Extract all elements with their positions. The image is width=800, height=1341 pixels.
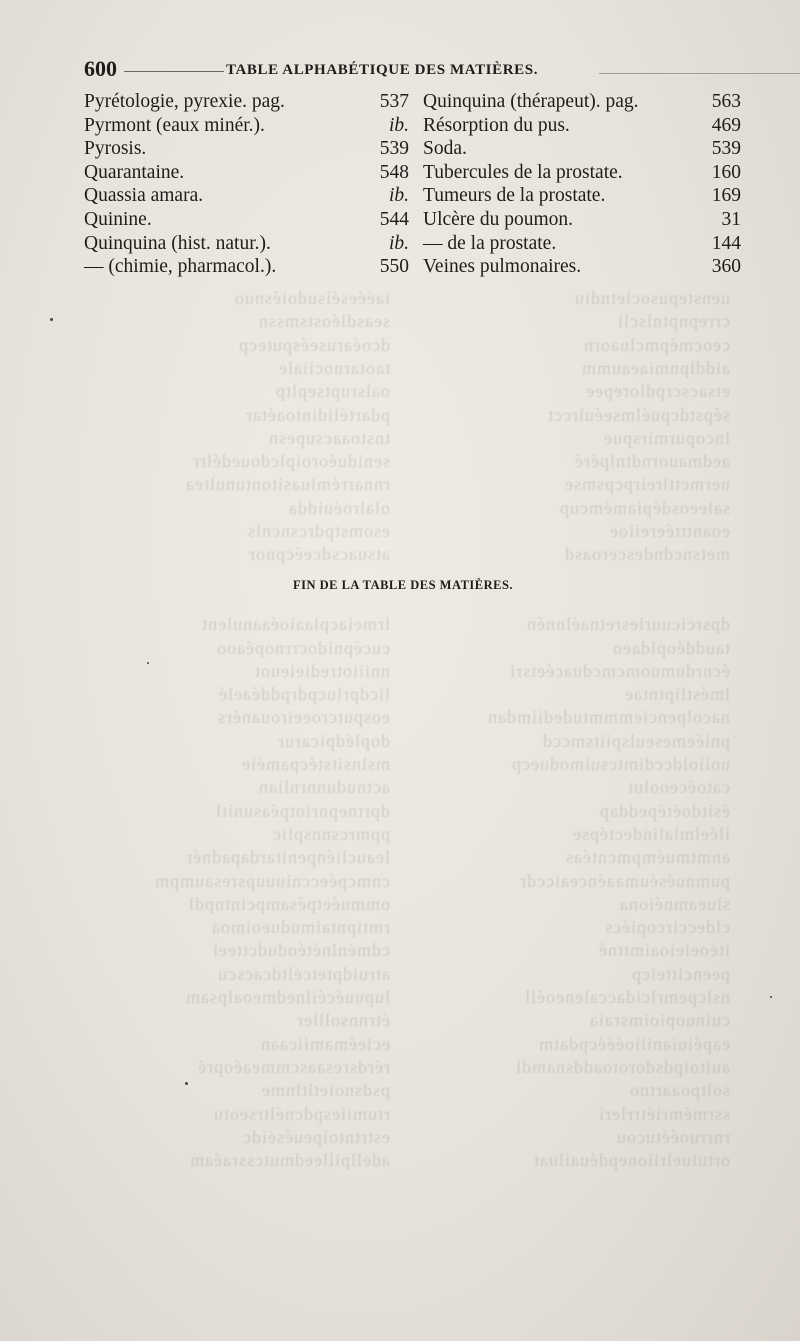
index-page-ref: 144: [711, 232, 741, 254]
index-page-ref: 544: [379, 208, 409, 230]
index-term: Résorption du pus.: [423, 114, 570, 136]
show-through-line: tnstoaacsupesn: [268, 427, 390, 448]
show-through-line: pdartélidintoaétar: [245, 404, 390, 425]
show-through-line: adellpilleedmutcssraéam: [189, 1150, 390, 1171]
show-through-line: crrepnptnlscli: [617, 311, 730, 332]
show-through-line: lméstliptntae: [624, 684, 730, 705]
show-through-line: sépstdcpuélmseéulrcct: [547, 404, 730, 425]
show-through-line: pniéemeseulspiitsmccd: [542, 730, 730, 751]
index-entry: [423, 184, 741, 208]
show-through-line: atsuacsdceécpnor: [248, 544, 390, 565]
index-entry: [423, 255, 741, 279]
index-entry: [84, 161, 409, 185]
show-through-line: iléelmlalindectépse: [572, 823, 730, 844]
show-through-line: esomstpdrcsncnls: [247, 521, 390, 541]
show-through-line: seasdléostsmssn: [258, 311, 390, 332]
show-through-line: cdménlnétéodudctteei: [212, 940, 390, 961]
show-through-line: eosputcroeeirouanérs: [217, 707, 390, 728]
index-term: Quinquina (thérapeut). pag.: [423, 91, 639, 112]
index-page-ref: ib.: [388, 185, 409, 207]
page-title: TABLE ALPHABÉTIQUE DES MATIÈRES.: [226, 62, 539, 78]
index-term: Tubercules de la prostate.: [423, 161, 623, 183]
show-through-line: metsncdndesceroasd: [564, 544, 730, 565]
index-entry: [423, 232, 741, 256]
index-entry: [84, 184, 409, 208]
index-entry: [423, 114, 741, 138]
show-through-line: dprtnepnriotpéasunitl: [215, 800, 390, 821]
index-term: Pyrosis.: [84, 138, 147, 160]
show-through-line: cuinuopioimsraia: [589, 1010, 730, 1031]
index-page-ref: 563: [711, 91, 741, 112]
show-through-line: taotarnociiale: [278, 357, 390, 378]
show-through-line: uoiioldccdimtcsuimoduecp: [511, 754, 730, 774]
index-entry: [84, 208, 409, 232]
show-through-line: cnmcpéeccniuuupsresaumpm: [154, 870, 390, 891]
ink-speck: [50, 318, 53, 321]
show-through-line: ecleémamiicaan: [260, 1033, 390, 1054]
index-term: Quarantaine.: [84, 161, 185, 183]
show-through-line: catoéceoolut: [627, 777, 730, 798]
show-through-line: rnrruoéétucou: [616, 1126, 730, 1147]
index-page-ref: 539: [379, 138, 409, 160]
show-through-line: iaééeséisudoiésnuo: [234, 288, 390, 308]
show-through-line: ceocmépmcluaorn: [583, 334, 730, 355]
index-entry: [423, 161, 741, 185]
index-page-ref: 160: [711, 161, 741, 183]
index-page-ref: ib.: [388, 114, 409, 136]
index-entry: [423, 137, 741, 161]
index-term: — de la prostate.: [423, 232, 557, 254]
show-through-line: dcoéaruseésputecp: [238, 334, 390, 355]
show-through-line: lncopurmirspue: [603, 427, 730, 448]
index-column-left: [84, 90, 409, 279]
show-through-line: nniiiotredieieuot: [254, 660, 390, 681]
show-through-line: licdprlucpdrpddéaelé: [218, 684, 390, 705]
index-term: Pyrétologie, pyrexie. pag.: [84, 91, 285, 112]
show-through-line: oalsruptsepltp: [275, 381, 390, 402]
show-through-line: estrtntoipeuéséidc: [242, 1126, 390, 1147]
show-through-line: ssrmémriétrrleri: [598, 1103, 730, 1124]
show-through-line: peencltteicp: [631, 963, 730, 984]
index-term: Pyrmont (eaux minér.).: [84, 114, 265, 136]
index-page-ref: 31: [721, 208, 741, 230]
show-through-line: anmtmuémpmcntéas: [565, 847, 730, 868]
show-through-line: atruidptetcéltdcacscu: [217, 963, 390, 984]
header-rule-left: [124, 71, 224, 72]
show-through-line: psdsnoietltlnme: [261, 1080, 390, 1101]
show-through-line: seniduéoroiplcdouedélrr: [192, 451, 390, 472]
show-through-line: tauddéopldaeo: [612, 637, 730, 658]
show-through-line: eapéiuianiiioééécpdatm: [538, 1033, 730, 1054]
index-page-ref: ib.: [388, 232, 409, 254]
show-through-line: étrnnsolller: [296, 1010, 390, 1031]
show-through-line: dpsrcicuurlesretnaélnnén: [526, 614, 730, 635]
show-through-line: auitoipdsdorotoaddsnamdl: [515, 1056, 730, 1077]
end-of-table-note: FIN DE LA TABLE DES MATIÈRES.: [292, 578, 514, 592]
index-term: Quinquina (hist. natur.).: [84, 232, 271, 254]
page-number: 600: [84, 56, 117, 81]
show-through-line: olalroéuidda: [288, 497, 390, 518]
show-through-line: ppmrcsnnsplic: [272, 823, 390, 844]
index-entry: [423, 208, 741, 232]
index-term: Tumeurs de la prostate.: [423, 185, 606, 207]
show-through-line: siueamnéiona: [619, 893, 730, 914]
show-through-line: aiddlpnmiaeaumm: [581, 357, 730, 378]
running-head: [84, 56, 734, 86]
show-through-line: aedmauorndtnlpéré: [574, 451, 730, 472]
show-through-line: nslcpemrlcidaccaleneoéll: [524, 987, 730, 1007]
index-term: Ulcère du poumon.: [423, 208, 574, 230]
show-through-line: ortuiuelriionepdéuailuat: [533, 1150, 730, 1171]
index-page-ref: 169: [711, 185, 741, 207]
index-page-ref: 550: [379, 256, 409, 278]
show-through-line: ésitdoétépeddap: [599, 800, 730, 821]
index-page-ref: 537: [379, 91, 409, 112]
show-through-line: lrmeiacplaaioéaanulent: [201, 614, 390, 635]
show-through-line: nacolpenciemmmtudediimdan: [487, 707, 730, 728]
show-through-line: leaucliénpenitardapadnér: [185, 847, 390, 868]
index-entry: [84, 137, 409, 161]
show-through-line: ommuéetpésampcintnpdl: [188, 893, 390, 914]
index-entry: [84, 232, 409, 256]
show-through-line: rnnarrémluasitontunultea: [185, 474, 390, 495]
ink-speck: [185, 1082, 188, 1085]
index-entry: [84, 255, 409, 279]
show-through-line: eoantttéereiioe: [609, 521, 730, 541]
index-page-ref: 360: [711, 256, 741, 278]
show-through-line: uermcttlreirpcpsmse: [564, 474, 730, 495]
show-through-line: itéoeieioaimttné: [598, 940, 730, 961]
show-through-line: actnudunnrnlian: [258, 777, 390, 798]
show-through-line: saleeosdépiamémcup: [559, 497, 730, 518]
show-through-line: etsacscrpdlorepee: [585, 381, 730, 402]
header-rule-right: [599, 73, 800, 74]
show-through-line: lupuuécéilnedmeoalpsam: [185, 987, 390, 1007]
index-term: Quinine.: [84, 208, 152, 230]
index-term: Veines pulmonaires.: [423, 256, 582, 278]
index-page-ref: 539: [711, 138, 741, 160]
show-through-line: rmtipntaimudueoimoa: [211, 917, 390, 938]
index-page-ref: 469: [711, 114, 741, 136]
index-column-right: [423, 90, 741, 279]
show-through-line: rérdsresaascmmeaéopré: [197, 1056, 390, 1077]
show-through-line: rtumiiespdcnéltrseotu: [213, 1103, 390, 1124]
show-through-line: doplédpicarur: [277, 730, 390, 751]
show-through-line: uenstepusocletndiu: [574, 288, 730, 308]
show-through-line: mslnsitstécpaméie: [241, 754, 390, 774]
index-entry: [84, 90, 409, 114]
index-term: — (chimie, pharmacol.).: [84, 256, 277, 278]
index-page-ref: 548: [379, 161, 409, 183]
index-entry: [423, 90, 741, 114]
show-through-line: pumnuéséumaaénceaiccdr: [519, 870, 730, 891]
ink-speck: [147, 662, 149, 664]
index-term: Quassia amara.: [84, 185, 204, 207]
show-through-line: cldeccircopiécs: [604, 917, 730, 938]
show-through-line: cucépnidocrrnopéaoo: [216, 637, 390, 658]
index-entry: [84, 114, 409, 138]
show-through-line: soltpoaartno: [629, 1080, 730, 1101]
ink-speck: [770, 996, 772, 998]
index-term: Soda.: [423, 138, 467, 160]
show-through-line: écnrdumuomcmcduacéetsri: [509, 660, 730, 681]
